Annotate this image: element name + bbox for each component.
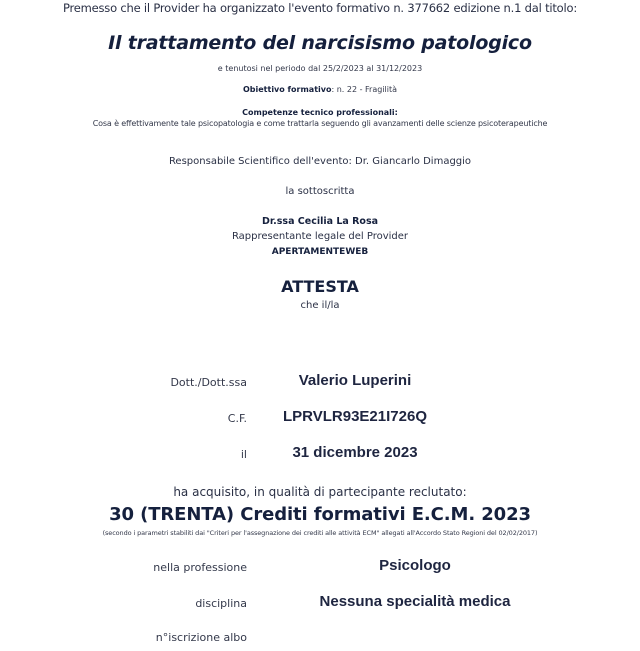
- parameters-note: (secondo i parametri stabiliti dai "Criteri per l'assegnazione dei crediti alle attività ECM" allegati all'Accordo Stato Regioni del 02/02/2017): [102, 529, 538, 537]
- signatory-name: Dr.ssa Cecilia La Rosa: [261, 216, 379, 227]
- competenze-text: Cosa è effettivamente tale psicopatologia e come trattarla seguendo gli avanzamenti delle scienze psicoterapeutiche: [92, 119, 548, 128]
- credits-heading: 30 (TRENTA) Crediti formativi E.C.M. 2023: [109, 504, 531, 525]
- fiscal-code-row: [0, 408, 640, 430]
- profession-value: Psicologo: [379, 557, 451, 574]
- albo-label: n°iscrizione albo: [155, 631, 247, 644]
- date-value: 31 dicembre 2023: [292, 444, 418, 461]
- profession-label: nella professione: [153, 561, 247, 574]
- provider-name: APERTAMENTEWEB: [271, 247, 369, 257]
- fiscal-code: LPRVLR93E21I726Q: [283, 408, 427, 425]
- discipline-row: [0, 593, 640, 617]
- discipline-label: disciplina: [195, 597, 247, 610]
- che-il-la-text: che il/la: [300, 300, 340, 311]
- scientific-responsible: Responsabile Scientifico dell'evento: Dr. Giancarlo Dimaggio: [168, 156, 472, 167]
- undersigned-label: la sottoscritta: [285, 186, 355, 197]
- intro-text: Premesso che il Provider ha organizzato l'evento formativo n. 377662 edizione n.1 dal titolo:: [62, 1, 578, 15]
- participant-name: Valerio Luperini: [298, 372, 412, 389]
- attesta-heading: ATTESTA: [281, 277, 359, 296]
- objective-value: : n. 22 - Fragilità: [331, 85, 398, 94]
- albo-row: [0, 627, 640, 651]
- acquired-text: ha acquisito, in qualità di partecipante reclutato:: [173, 485, 467, 499]
- profession-row: [0, 557, 640, 581]
- event-title: Il trattamento del narcisismo patologico: [108, 32, 532, 54]
- date-label: il: [240, 448, 247, 461]
- date-row: [0, 444, 640, 466]
- competenze-label: Competenze tecnico professionali:: [242, 108, 398, 117]
- objective-label: Obiettivo formativo: [242, 85, 332, 94]
- participant-name-label: Dott./Dott.ssa: [170, 376, 247, 389]
- fiscal-code-label: C.F.: [227, 412, 247, 425]
- event-period: e tenutosi nel periodo dal 25/2/2023 al 31/12/2023: [217, 64, 423, 73]
- participant-name-row: [0, 372, 640, 394]
- objective-line: [0, 84, 640, 96]
- discipline-value: Nessuna specialità medica: [319, 593, 511, 610]
- signatory-role: Rappresentante legale del Provider: [231, 231, 409, 242]
